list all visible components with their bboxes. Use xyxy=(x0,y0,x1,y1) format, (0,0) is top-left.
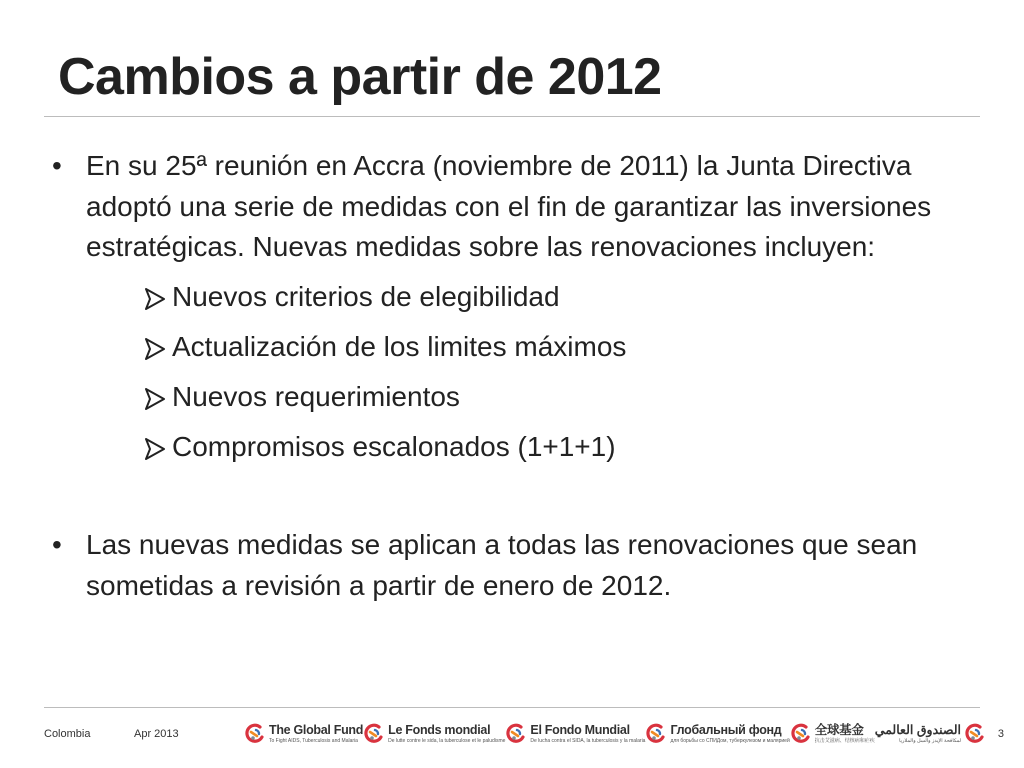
logo-french xyxy=(363,723,505,745)
logo-spanish xyxy=(505,723,645,745)
global-fund-mark-icon xyxy=(363,723,385,745)
sub-bullet-item xyxy=(86,327,964,368)
logo-name: The Global Fund xyxy=(269,723,364,738)
bullet-dot-icon: • xyxy=(52,150,62,181)
logo-tagline: De lucha contra el SIDA, la tuberculosis y la malaria xyxy=(530,737,646,744)
logo-name: الصندوق العالمي xyxy=(874,723,962,738)
logo-tagline: To Fight AIDS, Tuberculosis and Malaria xyxy=(269,737,358,744)
sub-bullet-text: Nuevos criterios de elegibilidad xyxy=(172,280,560,312)
global-fund-mark-icon xyxy=(645,723,667,745)
title-divider xyxy=(44,116,980,117)
logo-name: El Fondo Mundial xyxy=(530,723,630,738)
bullet-dot-icon: • xyxy=(52,529,62,560)
sub-bullet-item xyxy=(86,427,964,468)
logo-name: 全球基金 xyxy=(814,723,864,738)
sub-bullet-text: Nuevos requerimientos xyxy=(172,380,460,412)
logo-tagline: لمكافحة الإيدز والسل والملاريا xyxy=(899,737,962,744)
logo-tagline: для борьбы со СПИДом, туберкулезом и малярией xyxy=(670,737,790,744)
arrow-right-icon xyxy=(144,388,166,410)
footer xyxy=(0,712,1024,756)
global-fund-mark-icon xyxy=(964,723,986,745)
arrow-right-icon xyxy=(144,338,166,360)
footer-divider xyxy=(44,707,980,708)
logo-tagline: De lutte contre le sida, la tuberculose et le paludisme xyxy=(388,737,506,744)
slide-title: Cambios a partir de 2012 xyxy=(58,48,662,106)
bullet-item xyxy=(44,146,964,467)
arrow-right-icon xyxy=(144,438,166,460)
slide-content xyxy=(44,146,964,606)
page-number: 3 xyxy=(997,728,1004,740)
global-fund-mark-icon xyxy=(505,723,527,745)
sub-bullet-text: Actualización de los limites máximos xyxy=(172,330,627,362)
sub-bullet-list xyxy=(86,277,964,468)
arrow-right-icon xyxy=(144,288,166,310)
sub-bullet-item xyxy=(86,277,964,318)
footer-date: Apr 2013 xyxy=(134,728,179,740)
sub-bullet-item xyxy=(86,377,964,418)
logo-english xyxy=(244,723,363,745)
global-fund-mark-icon xyxy=(244,723,266,745)
sub-bullet-text: Compromisos escalonados (1+1+1) xyxy=(172,430,616,462)
logo-name: Глобальный фонд xyxy=(670,723,782,738)
bullet-item xyxy=(44,525,964,606)
bullet-text: En su 25ª reunión en Accra (noviembre de 2011) la Junta Directiva adoptó una serie de medidas con el fin de garantizar las inversiones estratégicas. Nuevas medidas sobre las renovaciones incluyen: xyxy=(86,150,932,262)
logo-name: Le Fonds mondial xyxy=(388,723,491,738)
global-fund-logo-strip xyxy=(244,719,980,749)
logo-tagline: 抗击艾滋病、结核病和疟疾 xyxy=(814,737,875,744)
footer-country: Colombia xyxy=(44,728,91,740)
global-fund-mark-icon xyxy=(790,723,812,745)
logo-chinese xyxy=(790,723,875,745)
bullet-text: Las nuevas medidas se aplican a todas las renovaciones que sean sometidas a revisión a partir de enero de 2012. xyxy=(86,529,918,601)
logo-russian xyxy=(645,723,789,745)
logo-arabic xyxy=(875,723,989,745)
